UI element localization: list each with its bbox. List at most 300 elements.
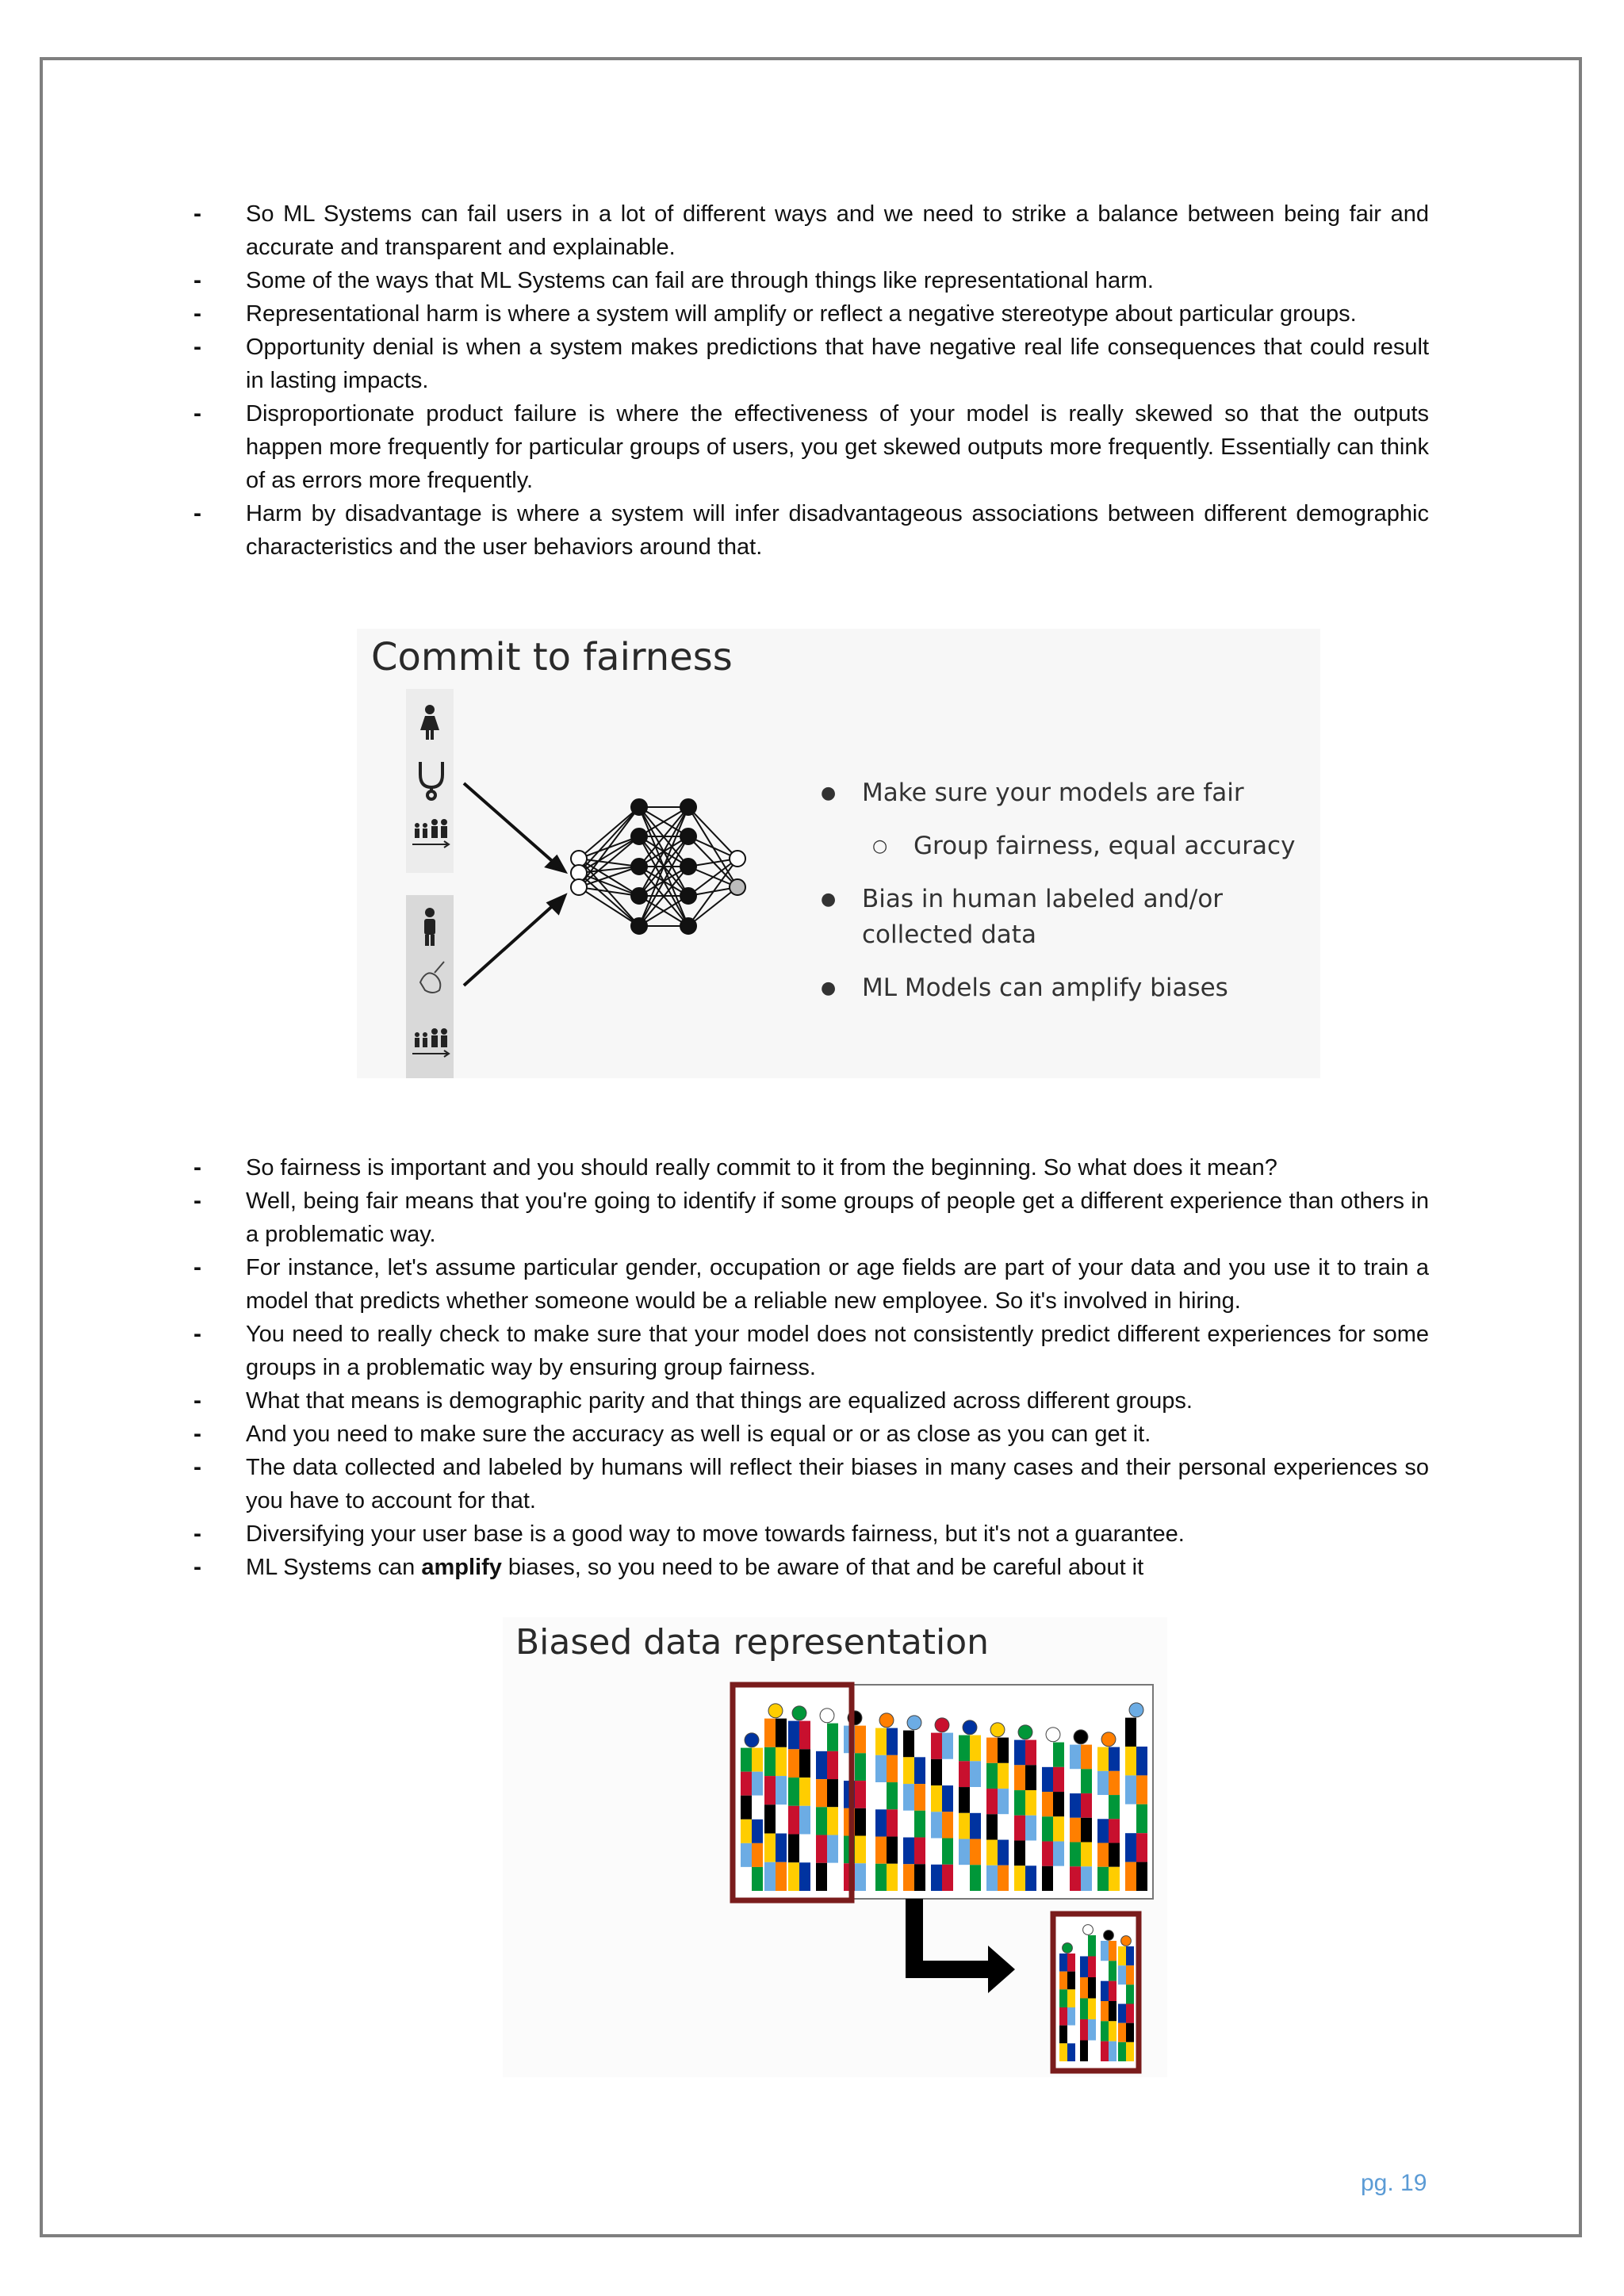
nn-node bbox=[680, 799, 696, 815]
silhouette-patch bbox=[914, 1784, 925, 1811]
dash-marker: - bbox=[193, 267, 201, 293]
silhouette-patch bbox=[1125, 1833, 1136, 1862]
silhouette-patch bbox=[752, 1843, 763, 1867]
silhouette-patch bbox=[1097, 1819, 1109, 1843]
figure-bullet-text: Bias in human labeled and/or collected data bbox=[862, 885, 1224, 949]
silhouette-patch bbox=[1067, 1972, 1075, 1990]
silhouette-patch bbox=[1014, 1765, 1025, 1790]
figure-bullet bbox=[821, 775, 1297, 811]
silhouette-patch bbox=[1097, 1747, 1109, 1771]
dash-marker: - bbox=[193, 1188, 201, 1214]
silhouette-patch bbox=[827, 1863, 838, 1891]
list-item bbox=[193, 331, 1429, 397]
silhouette-patch bbox=[799, 1721, 810, 1750]
silhouette-patch bbox=[1097, 1771, 1109, 1795]
nn-edge bbox=[579, 836, 639, 887]
nn-edge bbox=[579, 807, 639, 887]
figure-bullet bbox=[821, 882, 1297, 953]
list-item-text: Harm by disadvantage is where a system will infer disadvantageous associations between different demographic characteristics and the user behaviors around that. bbox=[246, 501, 1429, 560]
silhouette-head bbox=[768, 1704, 783, 1718]
silhouette-patch bbox=[1080, 1977, 1088, 1999]
silhouette-patch bbox=[1067, 2007, 1075, 2026]
silhouette-patch bbox=[1059, 1954, 1067, 1972]
list-item bbox=[193, 1551, 1429, 1584]
silhouette-patch bbox=[998, 1866, 1009, 1891]
nn-node bbox=[680, 888, 696, 904]
silhouette-patch bbox=[1053, 1743, 1064, 1767]
silhouette-patch bbox=[1101, 2021, 1109, 2041]
silhouette-patch bbox=[959, 1761, 970, 1787]
silhouette-patch bbox=[1118, 2004, 1126, 2023]
silhouette-patch bbox=[1136, 1833, 1147, 1862]
silhouette-patch bbox=[887, 1755, 898, 1782]
silhouette-patch bbox=[903, 1811, 914, 1838]
list-item-text: What that means is demographic parity and that things are equalized across different groups. bbox=[246, 1388, 1193, 1414]
silhouette-patch bbox=[1080, 1957, 1088, 1978]
list-item bbox=[193, 297, 1429, 331]
silhouette-patch bbox=[914, 1864, 925, 1891]
silhouette-patch bbox=[1067, 2026, 1075, 2044]
silhouette-patch bbox=[1109, 1795, 1120, 1819]
silhouette-patch bbox=[1081, 1793, 1092, 1818]
list-item bbox=[193, 1318, 1429, 1384]
silhouette-patch bbox=[1067, 1989, 1075, 2007]
silhouette-patch bbox=[1067, 2043, 1075, 2061]
silhouette-patch bbox=[959, 1839, 970, 1866]
silhouette-patch bbox=[1080, 1999, 1088, 2020]
down-right-arrow bbox=[906, 1899, 1015, 1993]
silhouette-patch bbox=[1109, 1961, 1116, 1980]
silhouette-patch bbox=[1126, 2023, 1134, 2042]
silhouette-patch bbox=[887, 1837, 898, 1864]
silhouette-patch bbox=[855, 1726, 866, 1754]
dash-marker: - bbox=[193, 1387, 201, 1414]
silhouette-patch bbox=[1109, 1981, 1116, 2001]
silhouette-patch bbox=[1070, 1843, 1081, 1867]
figure-bullet-text: ML Models can amplify biases bbox=[862, 974, 1228, 1002]
silhouette-patch bbox=[1088, 1977, 1096, 1999]
dash-marker: - bbox=[193, 1321, 201, 1347]
silhouette-patch bbox=[1136, 1718, 1147, 1747]
silhouette-head bbox=[963, 1720, 977, 1735]
dash-marker: - bbox=[193, 1154, 201, 1181]
silhouette-patch bbox=[931, 1839, 942, 1865]
silhouette-patch bbox=[942, 1733, 953, 1759]
silhouette-patch bbox=[788, 1862, 799, 1891]
silhouette-patch bbox=[875, 1809, 887, 1836]
silhouette-patch bbox=[1025, 1816, 1036, 1841]
silhouette-patch bbox=[959, 1787, 970, 1813]
silhouette-patch bbox=[1101, 2001, 1109, 2021]
silhouette-head bbox=[792, 1706, 806, 1720]
silhouette-patch bbox=[776, 1834, 787, 1862]
silhouette-patch bbox=[986, 1840, 998, 1866]
list-item bbox=[193, 1251, 1429, 1318]
list-item bbox=[193, 1418, 1429, 1451]
silhouette-patch bbox=[816, 1751, 827, 1779]
silhouette-patch bbox=[875, 1782, 887, 1809]
silhouette-head bbox=[879, 1713, 894, 1728]
silhouette-head bbox=[990, 1723, 1005, 1737]
silhouette-patch bbox=[1080, 2019, 1088, 2041]
silhouette-patch bbox=[1125, 1804, 1136, 1833]
commit-to-fairness-figure bbox=[357, 629, 1320, 1078]
silhouette-patch bbox=[776, 1776, 787, 1804]
silhouette-patch bbox=[1014, 1816, 1025, 1841]
silhouette-head bbox=[1063, 1943, 1073, 1954]
silhouette-patch bbox=[1136, 1804, 1147, 1833]
silhouette-patch bbox=[875, 1837, 887, 1864]
silhouette-patch bbox=[1053, 1767, 1064, 1792]
list-item bbox=[193, 1151, 1429, 1184]
silhouette-patch bbox=[1097, 1795, 1109, 1819]
nn-node bbox=[730, 851, 745, 867]
silhouette-patch bbox=[1014, 1841, 1025, 1866]
silhouette-patch bbox=[887, 1782, 898, 1809]
silhouette-patch bbox=[1088, 1957, 1096, 1978]
silhouette-patch bbox=[827, 1724, 838, 1751]
list-item-text: Well, being fair means that you're going to identify if some groups of people get a different experience than others in a problematic way. bbox=[246, 1188, 1429, 1247]
figure-bullets bbox=[821, 775, 1297, 1024]
silhouette-patch bbox=[986, 1789, 998, 1814]
silhouette-patch bbox=[1109, 1747, 1120, 1771]
list-item-text: The data collected and labeled by humans will reflect their biases in many cases and their personal experiences so you have to account for that. bbox=[246, 1455, 1429, 1513]
silhouette-patch bbox=[986, 1738, 998, 1763]
silhouette-patch bbox=[799, 1862, 810, 1891]
silhouette-head bbox=[745, 1733, 759, 1747]
biased-data-figure bbox=[503, 1617, 1167, 2077]
silhouette-patch bbox=[914, 1811, 925, 1838]
silhouette-patch bbox=[1042, 1842, 1053, 1866]
figure-bullet bbox=[821, 970, 1297, 1006]
silhouette-patch bbox=[998, 1840, 1009, 1866]
silhouette-patch bbox=[1088, 2041, 1096, 2062]
silhouette-patch bbox=[931, 1785, 942, 1812]
silhouette-patch bbox=[1025, 1790, 1036, 1816]
dash-marker: - bbox=[193, 1554, 201, 1580]
silhouette-patch bbox=[1042, 1743, 1053, 1767]
silhouette-patch bbox=[1118, 2042, 1126, 2061]
silhouette-patch bbox=[741, 1867, 752, 1891]
silhouette-patch bbox=[1025, 1765, 1036, 1790]
silhouette-patch bbox=[970, 1787, 981, 1813]
nn-node bbox=[680, 828, 696, 844]
silhouette-patch bbox=[1014, 1866, 1025, 1891]
silhouette-patch bbox=[816, 1807, 827, 1835]
silhouette-patch bbox=[855, 1781, 866, 1808]
silhouette-patch bbox=[741, 1796, 752, 1820]
list-item-text: Representational harm is where a system will amplify or reflect a negative stereotype about particular groups. bbox=[246, 301, 1357, 327]
silhouette-patch bbox=[875, 1755, 887, 1782]
silhouette-patch bbox=[998, 1814, 1009, 1839]
list-item-text: For instance, let's assume particular gender, occupation or age fields are part of your data and you use it to train a model that predicts whether someone would be a reliable new employee. So it's involved in hiring. bbox=[246, 1255, 1429, 1314]
silhouette-patch bbox=[741, 1748, 752, 1772]
silhouette-patch bbox=[752, 1796, 763, 1820]
silhouette-patch bbox=[914, 1757, 925, 1784]
silhouette-patch bbox=[776, 1747, 787, 1776]
list-item-text-after: biases, so you need to be aware of that and be careful about it bbox=[501, 1555, 1144, 1580]
silhouette-patch bbox=[788, 1721, 799, 1750]
silhouette-patch bbox=[816, 1724, 827, 1751]
page-number: pg. 19 bbox=[1361, 2170, 1427, 2196]
silhouette-patch bbox=[1014, 1740, 1025, 1766]
silhouette-patch bbox=[998, 1789, 1009, 1814]
silhouette-patch bbox=[914, 1838, 925, 1865]
silhouette-patch bbox=[788, 1749, 799, 1777]
silhouette-head bbox=[1129, 1703, 1143, 1717]
silhouette-head bbox=[1074, 1730, 1088, 1744]
silhouette-patch bbox=[1053, 1792, 1064, 1816]
silhouette-patch bbox=[827, 1835, 838, 1863]
silhouette-patch bbox=[1118, 1984, 1126, 2003]
silhouette-patch bbox=[931, 1759, 942, 1785]
silhouette-patch bbox=[942, 1839, 953, 1865]
silhouette-head bbox=[1083, 1925, 1094, 1935]
silhouette-patch bbox=[855, 1753, 866, 1781]
silhouette-patch bbox=[1081, 1866, 1092, 1891]
silhouette-head bbox=[1101, 1732, 1116, 1747]
silhouette-patch bbox=[1059, 1989, 1067, 2007]
list-item bbox=[193, 1384, 1429, 1418]
dash-marker: - bbox=[193, 1254, 201, 1280]
silhouette-patch bbox=[986, 1866, 998, 1891]
list-item-text: Opportunity denial is when a system makes predictions that have negative real life consequences that could result in lasting impacts. bbox=[246, 335, 1429, 393]
silhouette-patch bbox=[799, 1835, 810, 1863]
nn-edge bbox=[579, 887, 639, 896]
silhouette-patch bbox=[875, 1728, 887, 1755]
silhouette-patch bbox=[1136, 1862, 1147, 1891]
silhouette-patch bbox=[1109, 1771, 1120, 1795]
silhouette-patch bbox=[1059, 2043, 1067, 2061]
silhouette-head bbox=[935, 1718, 949, 1732]
silhouette-patch bbox=[1136, 1775, 1147, 1804]
silhouette-patch bbox=[741, 1772, 752, 1796]
nn-node bbox=[680, 859, 696, 874]
silhouette-patch bbox=[942, 1865, 953, 1891]
silhouette-patch bbox=[942, 1812, 953, 1838]
silhouette-patch bbox=[855, 1808, 866, 1836]
silhouette-patch bbox=[875, 1864, 887, 1891]
silhouette-patch bbox=[903, 1784, 914, 1811]
silhouette-patch bbox=[1109, 1941, 1116, 1961]
silhouette-patch bbox=[998, 1738, 1009, 1763]
silhouette-patch bbox=[931, 1812, 942, 1838]
dash-marker: - bbox=[193, 500, 201, 526]
nn-node bbox=[631, 859, 647, 874]
silhouette-patch bbox=[914, 1731, 925, 1758]
silhouette-head bbox=[1104, 1931, 1114, 1941]
silhouette-patch bbox=[764, 1719, 776, 1747]
silhouette-patch bbox=[827, 1751, 838, 1779]
silhouette-patch bbox=[827, 1779, 838, 1807]
dash-marker: - bbox=[193, 400, 201, 427]
silhouette-patch bbox=[1126, 2042, 1134, 2061]
silhouette-patch bbox=[942, 1785, 953, 1812]
nn-node bbox=[730, 879, 745, 895]
list-item-text: And you need to make sure the accuracy as well is equal or or as close as you can get it. bbox=[246, 1422, 1151, 1447]
list-item-bold: amplify bbox=[421, 1555, 502, 1580]
silhouette-patch bbox=[1025, 1866, 1036, 1891]
silhouette-patch bbox=[1097, 1867, 1109, 1891]
silhouette-patch bbox=[1059, 2026, 1067, 2044]
silhouette-patch bbox=[788, 1806, 799, 1835]
nn-edge bbox=[579, 873, 639, 926]
silhouette-patch bbox=[1081, 1745, 1092, 1770]
silhouette-patch bbox=[741, 1820, 752, 1843]
silhouette-head bbox=[907, 1716, 921, 1730]
nn-node bbox=[680, 918, 696, 934]
dash-marker: - bbox=[193, 334, 201, 360]
input-arrows bbox=[464, 783, 565, 985]
bullet-mark: ● bbox=[821, 783, 837, 803]
silhouette-patch bbox=[1053, 1866, 1064, 1891]
nn-node bbox=[631, 828, 647, 844]
silhouette-patch bbox=[1126, 1984, 1134, 2003]
silhouette-patch bbox=[1126, 1946, 1134, 1965]
bullet-mark: ● bbox=[821, 890, 837, 909]
silhouette-patch bbox=[1081, 1769, 1092, 1793]
dash-marker: - bbox=[193, 201, 201, 227]
nn-node bbox=[631, 918, 647, 934]
silhouette-patch bbox=[764, 1747, 776, 1776]
silhouette-patch bbox=[1125, 1718, 1136, 1747]
silhouette-patch bbox=[1070, 1769, 1081, 1793]
silhouette-patch bbox=[1109, 2042, 1116, 2061]
silhouette-head bbox=[820, 1709, 834, 1723]
silhouette-patch bbox=[1088, 1935, 1096, 1957]
nn-node bbox=[631, 888, 647, 904]
silhouette-patch bbox=[827, 1807, 838, 1835]
silhouette-patch bbox=[1125, 1747, 1136, 1775]
silhouette-patch bbox=[1101, 1981, 1109, 2001]
silhouette-patch bbox=[887, 1809, 898, 1836]
silhouette-patch bbox=[986, 1814, 998, 1839]
silhouette-patch bbox=[1109, 1843, 1120, 1867]
silhouette-patch bbox=[887, 1864, 898, 1891]
figure-title: Commit to fairness bbox=[371, 635, 733, 679]
list-item-text: So fairness is important and you should really commit to it from the beginning. So what does it mean? bbox=[246, 1155, 1277, 1181]
silhouette-patch bbox=[1025, 1841, 1036, 1866]
dash-marker: - bbox=[193, 1454, 201, 1480]
silhouette-patch bbox=[1126, 2004, 1134, 2023]
silhouette-patch bbox=[1088, 2019, 1096, 2041]
silhouette-patch bbox=[1053, 1816, 1064, 1841]
dash-marker: - bbox=[193, 1521, 201, 1547]
silhouette-patch bbox=[1025, 1740, 1036, 1766]
silhouette-patch bbox=[788, 1777, 799, 1806]
silhouette-patch bbox=[764, 1776, 776, 1804]
neural-network bbox=[571, 799, 745, 934]
silhouette-patch bbox=[1088, 1999, 1096, 2020]
silhouette-patch bbox=[799, 1806, 810, 1835]
silhouette-patch bbox=[1070, 1866, 1081, 1891]
list-item-text: Some of the ways that ML Systems can fail are through things like representational harm. bbox=[246, 268, 1154, 293]
silhouette-patch bbox=[970, 1813, 981, 1839]
silhouette-patch bbox=[970, 1839, 981, 1866]
silhouette-patch bbox=[1081, 1843, 1092, 1867]
silhouette-patch bbox=[903, 1838, 914, 1865]
list-item-text: Disproportionate product failure is where the effectiveness of your model is really skewed so that the outputs happen more frequently for particular groups of users, you get skewed outputs more frequently. Essentially can think of as errors more frequently. bbox=[246, 401, 1429, 493]
silhouette-patch bbox=[1070, 1818, 1081, 1843]
silhouette-patch bbox=[799, 1749, 810, 1777]
biased-data-diagram bbox=[503, 1617, 1167, 2077]
silhouette-patch bbox=[816, 1863, 827, 1891]
silhouette-patch bbox=[855, 1836, 866, 1864]
silhouette-patch bbox=[1109, 1819, 1120, 1843]
silhouette-patch bbox=[1109, 2001, 1116, 2021]
silhouette-patch bbox=[903, 1731, 914, 1758]
bullet-list-harms bbox=[193, 197, 1429, 564]
silhouette-patch bbox=[799, 1777, 810, 1806]
silhouette-patch bbox=[959, 1865, 970, 1891]
silhouette-patch bbox=[752, 1867, 763, 1891]
silhouette-patch bbox=[764, 1862, 776, 1891]
silhouette-patch bbox=[776, 1719, 787, 1747]
figure-title: Biased data representation bbox=[515, 1622, 990, 1663]
silhouette-patch bbox=[855, 1863, 866, 1891]
silhouette-patch bbox=[903, 1864, 914, 1891]
silhouette-patch bbox=[1053, 1842, 1064, 1866]
bullet-mark: ● bbox=[821, 978, 837, 998]
silhouette-patch bbox=[959, 1813, 970, 1839]
silhouette-patch bbox=[1042, 1816, 1053, 1841]
silhouette-patch bbox=[931, 1865, 942, 1891]
silhouette-patch bbox=[887, 1728, 898, 1755]
silhouette-patch bbox=[998, 1763, 1009, 1789]
figure-bullet bbox=[821, 828, 1297, 864]
nn-node bbox=[571, 879, 587, 895]
silhouette-patch bbox=[816, 1835, 827, 1863]
silhouette-patch bbox=[1059, 2007, 1067, 2026]
silhouette-patch bbox=[1118, 1965, 1126, 1984]
silhouette-patch bbox=[1014, 1790, 1025, 1816]
nn-node bbox=[631, 799, 647, 815]
silhouette-patch bbox=[764, 1804, 776, 1833]
silhouette-head bbox=[1018, 1725, 1032, 1739]
list-item bbox=[193, 1184, 1429, 1251]
silhouette-patch bbox=[1080, 1935, 1088, 1957]
list-item bbox=[193, 197, 1429, 264]
silhouette-patch bbox=[1136, 1747, 1147, 1775]
silhouette-patch bbox=[986, 1763, 998, 1789]
silhouette-patch bbox=[1080, 2041, 1088, 2062]
silhouette-patch bbox=[752, 1820, 763, 1843]
nn-edge bbox=[579, 807, 639, 859]
silhouette-patch bbox=[1070, 1793, 1081, 1818]
dash-marker: - bbox=[193, 1421, 201, 1447]
silhouette-patch bbox=[776, 1862, 787, 1891]
bullet-list-fairness bbox=[193, 1151, 1429, 1584]
list-item-text: So ML Systems can fail users in a lot of different ways and we need to strike a balance between being fair and accurate and transparent and explainable. bbox=[246, 201, 1429, 260]
dash-marker: - bbox=[193, 300, 201, 327]
silhouette-patch bbox=[752, 1748, 763, 1772]
silhouette-patch bbox=[1109, 2021, 1116, 2041]
silhouette-patch bbox=[1125, 1862, 1136, 1891]
silhouette-patch bbox=[1097, 1843, 1109, 1867]
silhouette-patch bbox=[1042, 1767, 1053, 1792]
list-item bbox=[193, 397, 1429, 497]
silhouette-patch bbox=[970, 1761, 981, 1787]
silhouette-patch bbox=[1101, 2042, 1109, 2061]
list-item bbox=[193, 1451, 1429, 1517]
silhouette-head bbox=[1046, 1728, 1060, 1742]
figure-bullet-text: Group fairness, equal accuracy bbox=[914, 832, 1296, 860]
silhouette-patch bbox=[1101, 1941, 1109, 1961]
silhouette-patch bbox=[942, 1759, 953, 1785]
silhouette-patch bbox=[1126, 1965, 1134, 1984]
silhouette-patch bbox=[1109, 1867, 1120, 1891]
silhouette-patch bbox=[816, 1779, 827, 1807]
